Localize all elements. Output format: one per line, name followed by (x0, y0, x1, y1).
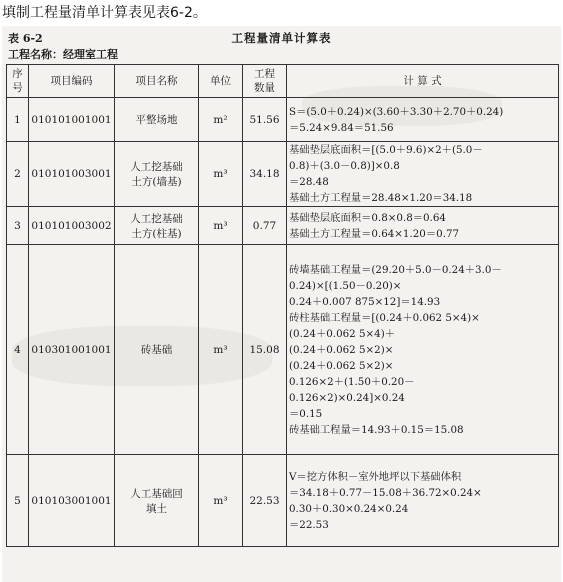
formula-line: ＝22.53 (289, 518, 329, 531)
table-header-row (7, 65, 559, 98)
col-header-unit: 单位 (199, 65, 243, 98)
formula-line: (0.24＋0.062 5×4)＋ (289, 327, 396, 340)
table-row (7, 207, 559, 245)
col-header-seq: 序 号 (7, 65, 29, 98)
row-formula (287, 455, 559, 547)
row-seq: 2 (7, 142, 29, 207)
row-formula (287, 245, 559, 455)
formula-line: 基础垫层底面积＝[(5.0＋9.6)×2＋(5.0－ (289, 144, 483, 156)
formula-line: (0.24＋0.062 5×2)× (289, 359, 394, 372)
row-qty: 34.18 (243, 142, 287, 207)
row-formula (287, 98, 559, 142)
row-formula (287, 142, 559, 207)
row-seq: 3 (7, 207, 29, 245)
formula-line: 基础土方工程量＝28.48×1.20＝34.18 (289, 192, 473, 204)
row-code: 010101003002 (29, 207, 115, 245)
row-name: 人工挖基础 土方(柱基) (115, 207, 199, 245)
row-qty: 51.56 (243, 98, 287, 142)
table-caption: 表 6-2 (8, 32, 43, 45)
formula-line: 砖基础工程量＝14.93＋0.15＝15.08 (289, 423, 464, 436)
row-seq: 4 (7, 245, 29, 455)
quantity-calculation-table (6, 64, 559, 547)
formula-line: (0.24＋0.062 5×2)× (289, 343, 394, 356)
row-code: 010103001001 (29, 455, 115, 547)
scanned-table-page (2, 26, 561, 582)
formula-line: ＝34.18＋0.77－15.08＋36.72×0.24× (289, 486, 482, 499)
col-header-calc: 计 算 式 (287, 65, 559, 98)
table-row (7, 98, 559, 142)
formula-line: 0.126×2)×0.24]×0.24 (289, 391, 405, 404)
row-qty: 22.53 (243, 455, 287, 547)
row-seq: 1 (7, 98, 29, 142)
table-row (7, 142, 559, 207)
table-title: 工程量清单计算表 (231, 31, 332, 45)
formula-line: 砖墙基础工程量＝(29.20＋5.0－0.24＋3.0－ (289, 263, 502, 276)
table-row (7, 245, 559, 455)
row-name: 人工挖基础 土方(墙基) (115, 142, 199, 207)
row-name: 砖基础 (115, 245, 199, 455)
row-code: 010301001001 (29, 245, 115, 455)
row-qty: 0.77 (243, 207, 287, 245)
row-name: 人工基础回 填土 (115, 455, 199, 547)
row-code: 010101003001 (29, 142, 115, 207)
formula-line: 0.24)×[(1.50－0.20)× (289, 279, 402, 292)
row-code: 010101001001 (29, 98, 115, 142)
col-header-qty: 工程 数量 (243, 65, 287, 98)
intro-text: 填制工程量清单计算表见表6-2。 (2, 5, 207, 21)
formula-line: 基础土方工程量＝0.64×1.20＝0.77 (289, 227, 460, 240)
col-header-code: 项目编码 (29, 65, 115, 98)
row-unit: m² (199, 98, 243, 142)
formula-line: ＝5.24×9.84＝51.56 (289, 121, 394, 134)
formula-line: 0.30＋0.30×0.24×0.24 (289, 502, 409, 515)
formula-line: 0.8)＋(3.0－0.8)]×0.8 (289, 160, 400, 172)
formula-line: 0.24＋0.007 875×12]＝14.93 (289, 295, 441, 308)
formula-line: 砖柱基础工程量＝[(0.24＋0.062 5×4)× (289, 311, 480, 324)
row-unit: m³ (199, 142, 243, 207)
formula-line: S＝(5.0＋0.24)×(3.60＋3.30＋2.70＋0.24) (289, 105, 504, 118)
formula-line: V＝挖方体积－室外地坪以下基础体积 (289, 470, 462, 483)
formula-line: 0.126×2＋(1.50＋0.20－ (289, 375, 415, 388)
row-name: 平整场地 (115, 98, 199, 142)
formula-line: ＝0.15 (289, 407, 323, 420)
row-unit: m³ (199, 245, 243, 455)
row-seq: 5 (7, 455, 29, 547)
row-formula (287, 207, 559, 245)
row-unit: m³ (199, 455, 243, 547)
col-header-name: 项目名称 (115, 65, 199, 98)
table-row (7, 455, 559, 547)
row-qty: 15.08 (243, 245, 287, 455)
formula-line: ＝28.48 (289, 176, 329, 188)
row-unit: m³ (199, 207, 243, 245)
project-name: 工程名称：经理室工程 (8, 48, 118, 61)
formula-line: 基础垫层底面积＝0.8×0.8＝0.64 (289, 211, 446, 224)
